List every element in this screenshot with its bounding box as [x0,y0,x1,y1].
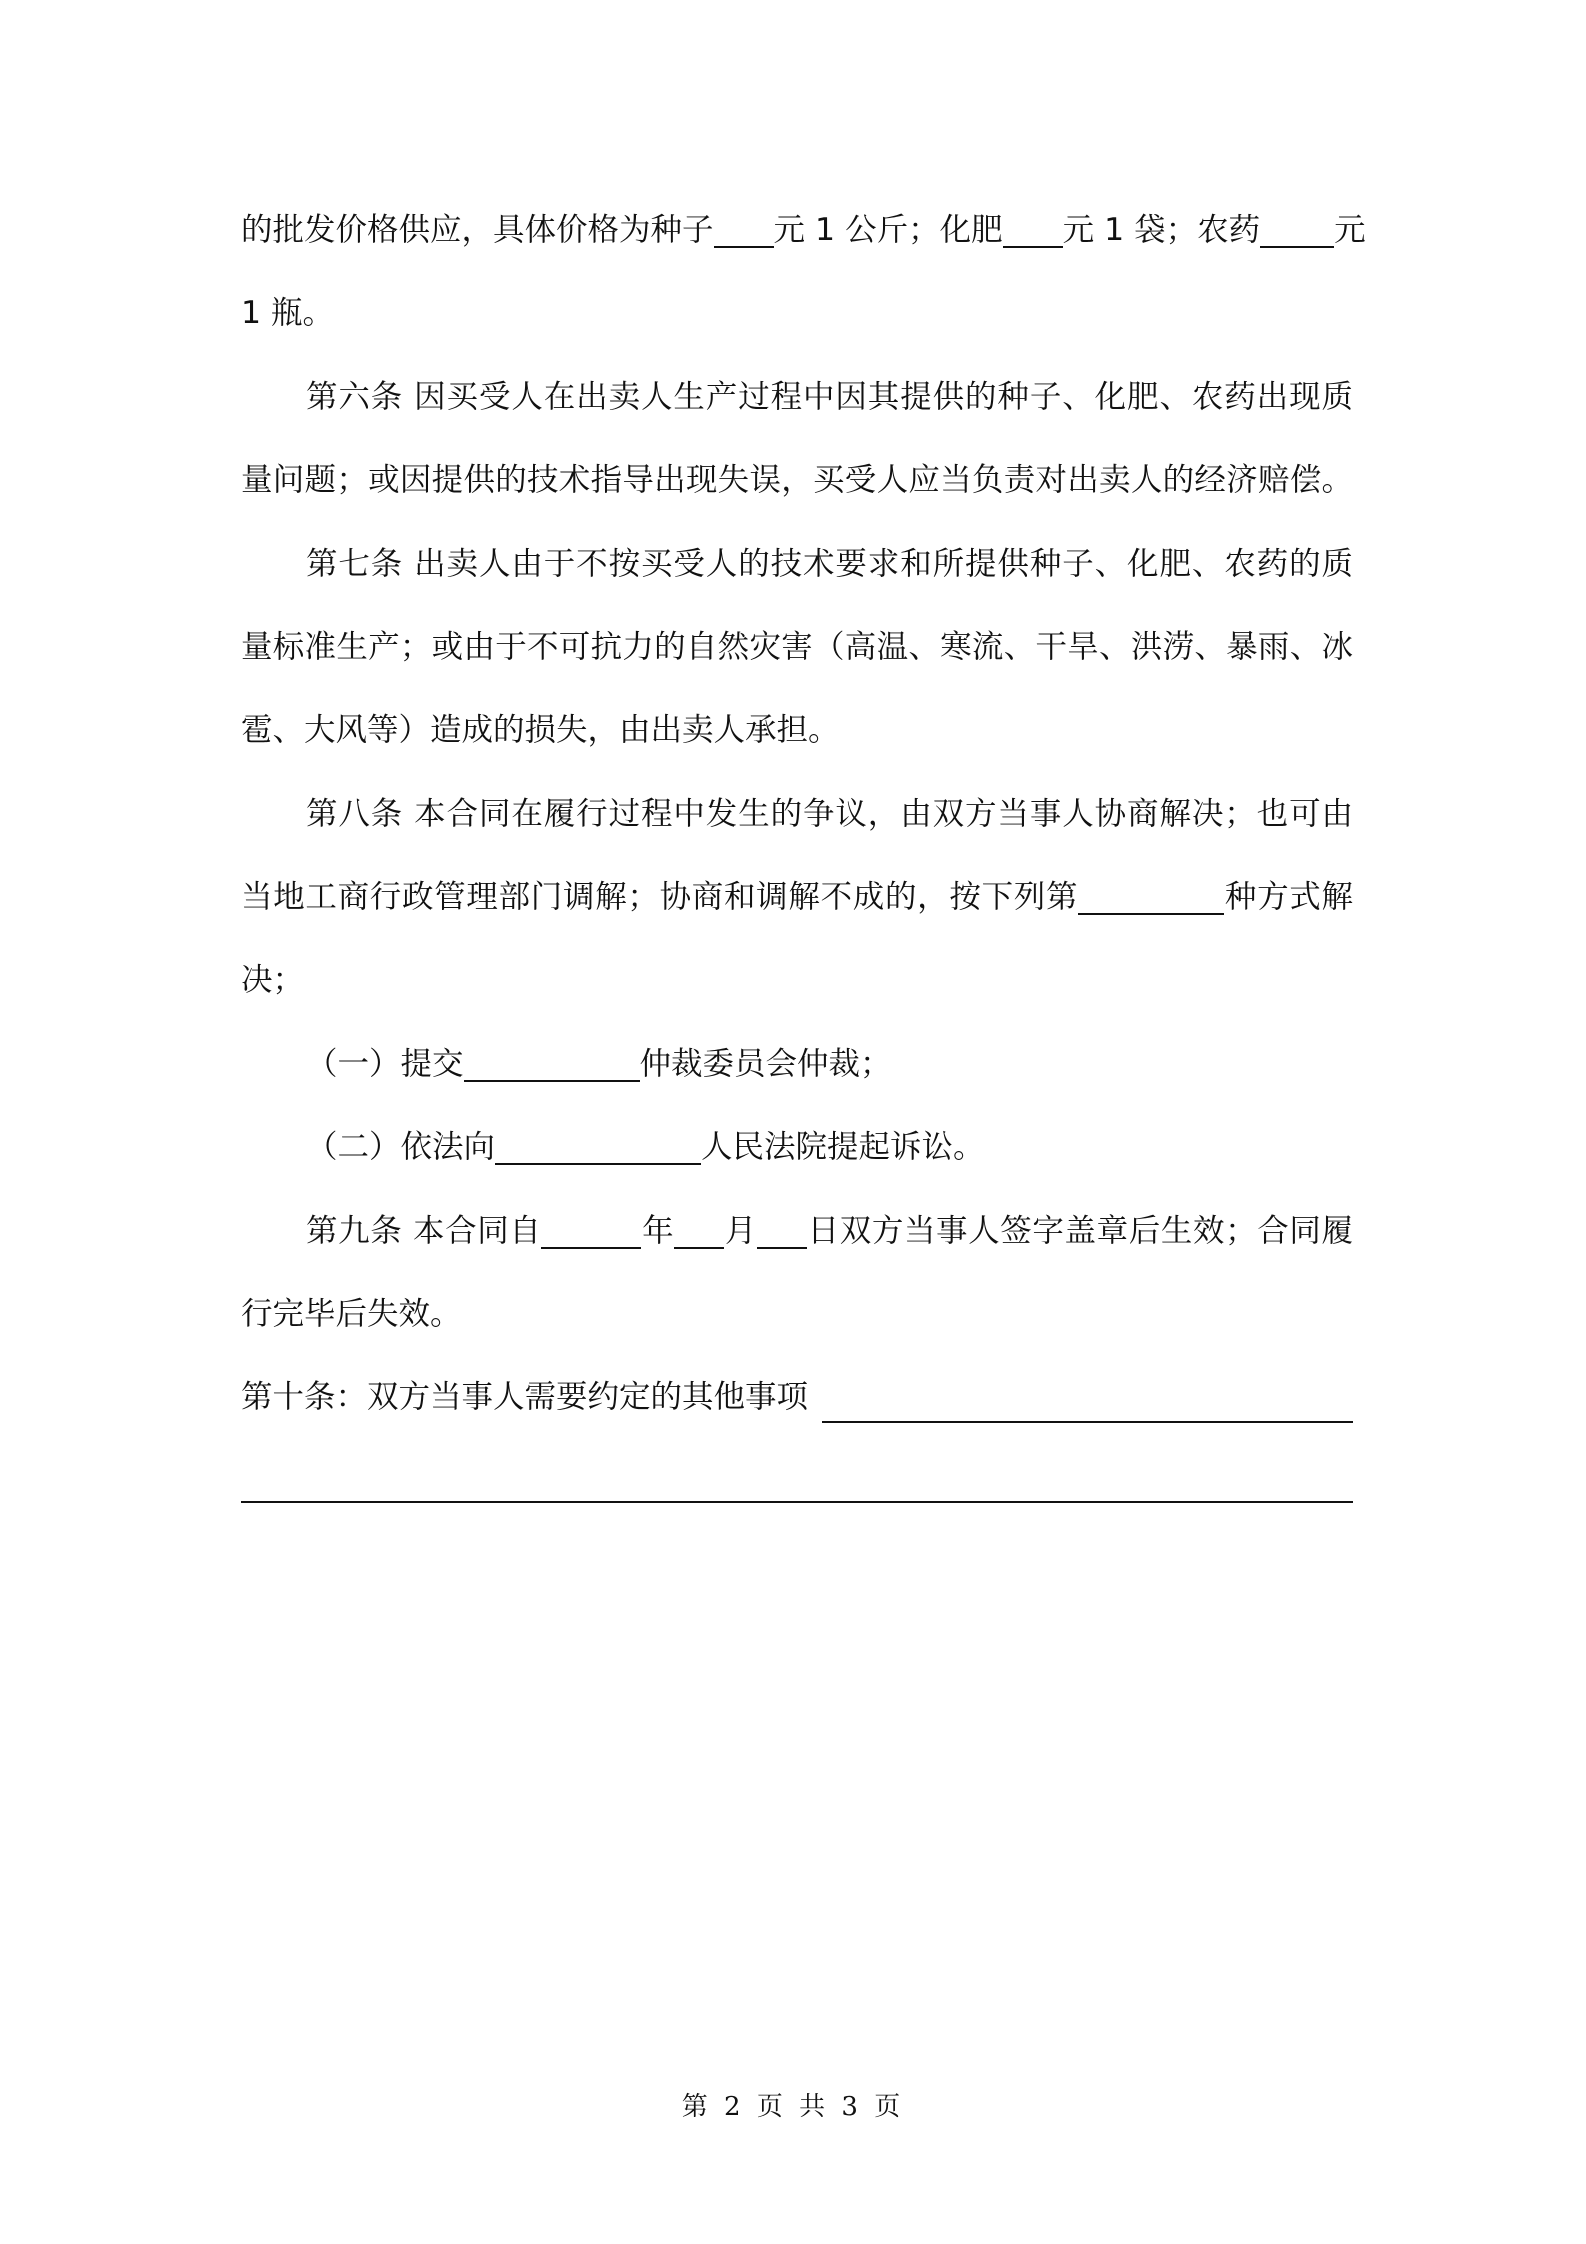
article-9-text: 日双方当事人签字盖章后生效；合同履 [806,1213,1353,1249]
option-arbitration [306,1041,1353,1087]
option-text: （二）依法向 [306,1129,496,1165]
article-9-text: 年 [641,1213,675,1249]
article-8-line-3: 决； [241,962,305,998]
article-6-line-1: 第六条 因买受人在出卖人生产过程中因其提供的种子、化肥、农药出现质 [306,379,1353,415]
article-6-line-2: 量问题；或因提供的技术指导出现失误，买受人应当负责对出卖人的经济赔偿。 [241,462,1353,498]
seed-price-blank[interactable] [714,210,774,248]
article-8-line-2 [241,874,1353,920]
price-line-end: 1 瓶。 [241,295,335,331]
page-footer: 第 2 页 共 3 页 [681,2092,905,2122]
effective-month-blank[interactable] [674,1211,724,1249]
article-7-line-1: 第七条 出卖人由于不按买受人的技术要求和所提供种子、化肥、农药的质 [306,546,1353,582]
pesticide-price-blank[interactable] [1260,210,1334,248]
price-text: 元 1 公斤；化肥 [773,212,1003,248]
effective-year-blank[interactable] [541,1211,641,1249]
option-text: （一）提交 [306,1046,464,1082]
other-matters-blank-line-2[interactable] [241,1501,1353,1503]
article-8-text: 种方式解 [1224,879,1353,915]
article-9-line-1 [306,1208,1353,1254]
arbitration-committee-blank[interactable] [464,1044,640,1082]
article-10-line-1: 第十条：双方当事人需要约定的其他事项 [241,1379,809,1415]
dispute-method-blank[interactable] [1078,877,1224,915]
article-9-text: 月 [724,1213,757,1249]
option-text: 仲裁委员会仲裁； [639,1046,892,1082]
price-text: 元 [1334,212,1366,248]
fertilizer-price-blank[interactable] [1003,210,1063,248]
article-7-line-2: 量标准生产；或由于不可抗力的自然灾害（高温、寒流、干旱、洪涝、暴雨、冰 [241,629,1353,665]
article-7-line-3: 雹、大风等）造成的损失，由出卖人承担。 [241,712,840,748]
article-9-text: 第九条 本合同自 [306,1213,542,1249]
price-text: 元 1 袋；农药 [1062,212,1261,248]
option-litigation [306,1124,1353,1170]
other-matters-blank[interactable] [822,1421,1353,1423]
court-blank[interactable] [495,1127,701,1165]
price-line [241,207,1366,253]
effective-day-blank[interactable] [757,1211,807,1249]
option-text: 人民法院提起诉讼。 [701,1129,985,1165]
article-9-line-2: 行完毕后失效。 [241,1296,462,1332]
article-8-line-1: 第八条 本合同在履行过程中发生的争议，由双方当事人协商解决；也可由 [306,796,1353,832]
price-text: 的批发价格供应，具体价格为种子 [241,212,714,248]
article-8-text: 当地工商行政管理部门调解；协商和调解不成的，按下列第 [241,879,1079,915]
